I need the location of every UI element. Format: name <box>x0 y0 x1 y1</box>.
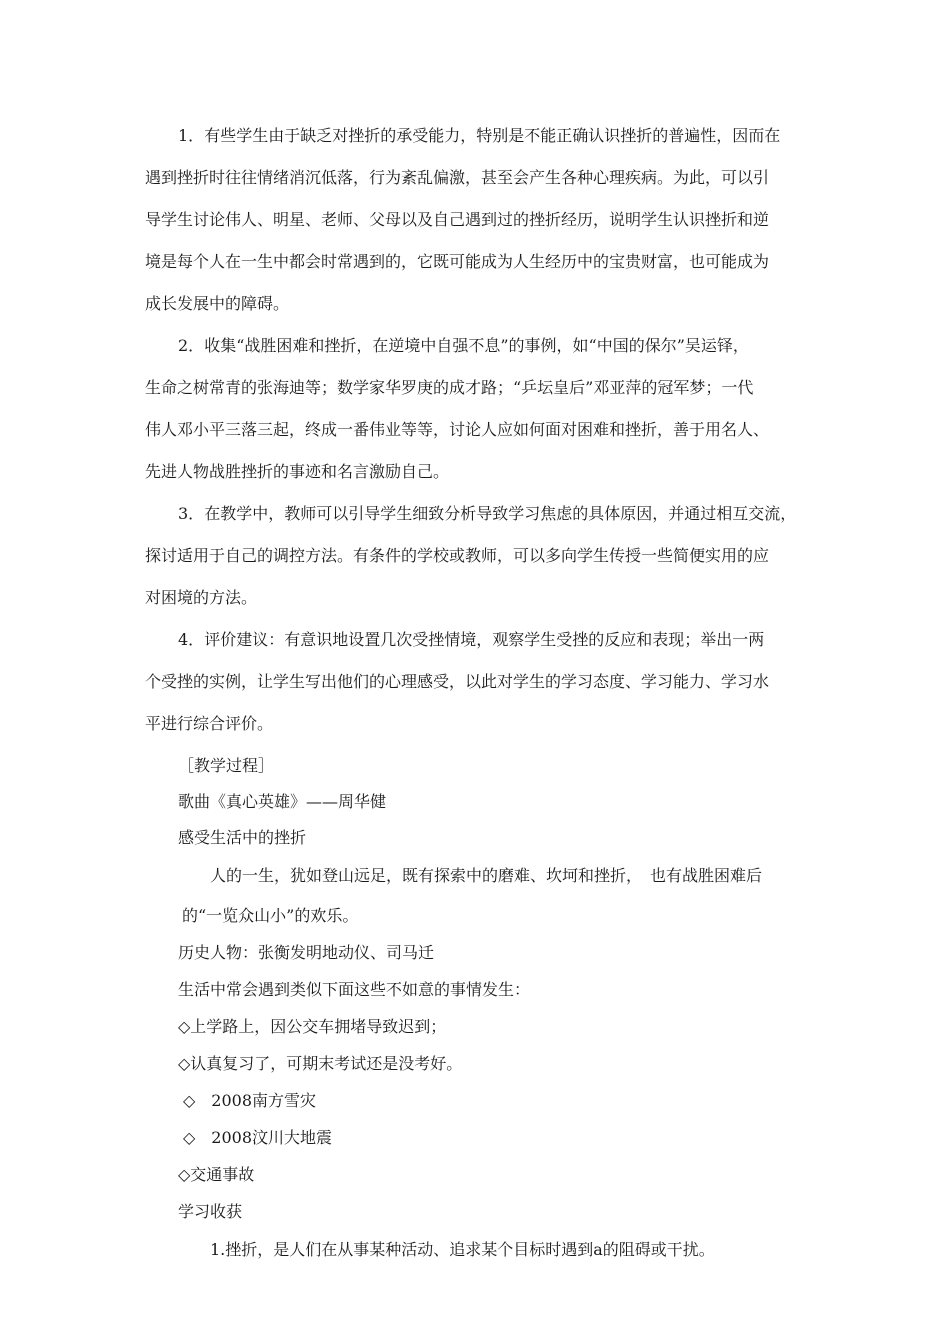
paragraph-3-line-3: 对困境的方法。 <box>145 588 258 607</box>
teaching-process-heading: ［教学过程］ <box>178 756 275 775</box>
often-encounter-line: 生活中常会遇到类似下面这些不如意的事情发生： <box>178 980 531 999</box>
learning-gain-item-1: 1.挫折，是人们在从事某种活动、追求某个目标时遇到a的阻碍或干扰。 <box>210 1240 715 1259</box>
paragraph-2-line-1: 2．收集“战胜困难和挫折，在逆境中自强不息”的事例，如“中国的保尔”吴运铎， <box>178 336 749 355</box>
paragraph-4-line-2: 个受挫的实例，让学生写出他们的心理感受，以此对学生的学习态度、学习能力、学习水 <box>145 672 770 691</box>
paragraph-1-line-5: 成长发展中的障碍。 <box>145 294 290 313</box>
list-item: ◇交通事故 <box>178 1165 255 1184</box>
song-line: 歌曲《真心英雄》——周华健 <box>178 792 387 811</box>
intro-line-1: 人的一生，犹如登山远足，既有探索中的磨难、坎坷和挫折， 也有战胜困难后 <box>210 866 763 885</box>
paragraph-2-line-3: 伟人邓小平三落三起，终成一番伟业等等，讨论人应如何面对困难和挫折，善于用名人、 <box>145 420 770 439</box>
paragraph-1-line-2: 遇到挫折时往往情绪消沉低落，行为紊乱偏激，甚至会产生各种心理疾病。为此，可以引 <box>145 168 770 187</box>
list-item: ◇ 2008南方雪灾 <box>183 1091 317 1110</box>
list-item: ◇认真复习了，可期末考试还是没考好。 <box>178 1054 463 1073</box>
intro-line-2: 的“一览众山小”的欢乐。 <box>182 906 359 925</box>
paragraph-3-line-2: 探讨适用于自己的调控方法。有条件的学校或教师，可以多向学生传授一些简便实用的应 <box>145 546 770 565</box>
paragraph-1-line-4: 境是每个人在一生中都会时常遇到的，它既可能成为人生经历中的宝贵财富，也可能成为 <box>145 252 770 271</box>
paragraph-1-line-1: 1．有些学生由于缺乏对挫折的承受能力，特别是不能正确认识挫折的普遍性，因而在 <box>178 126 781 145</box>
list-item: ◇上学路上，因公交车拥堵导致迟到； <box>178 1017 447 1036</box>
paragraph-3-line-1: 3．在教学中，教师可以引导学生细致分析导致学习焦虑的具体原因，并通过相互交流， <box>178 504 797 523</box>
list-item: ◇ 2008汶川大地震 <box>183 1128 333 1147</box>
paragraph-4-line-3: 平进行综合评价。 <box>145 714 274 733</box>
paragraph-2-line-2: 生命之树常青的张海迪等；数学家华罗庚的成才路；“乒坛皇后”邓亚萍的冠军梦；一代 <box>145 378 754 397</box>
feel-frustration-line: 感受生活中的挫折 <box>178 828 307 847</box>
learning-gain-heading: 学习收获 <box>178 1202 243 1221</box>
history-figures-line: 历史人物：张衡发明地动仪、司马迁 <box>178 943 435 962</box>
paragraph-4-line-1: 4．评价建议：有意识地设置几次受挫情境，观察学生受挫的反应和表现；举出一两 <box>178 630 765 649</box>
paragraph-2-line-4: 先进人物战胜挫折的事迹和名言激励自己。 <box>145 462 450 481</box>
paragraph-1-line-3: 导学生讨论伟人、明星、老师、父母以及自己遇到过的挫折经历，说明学生认识挫折和逆 <box>145 210 770 229</box>
